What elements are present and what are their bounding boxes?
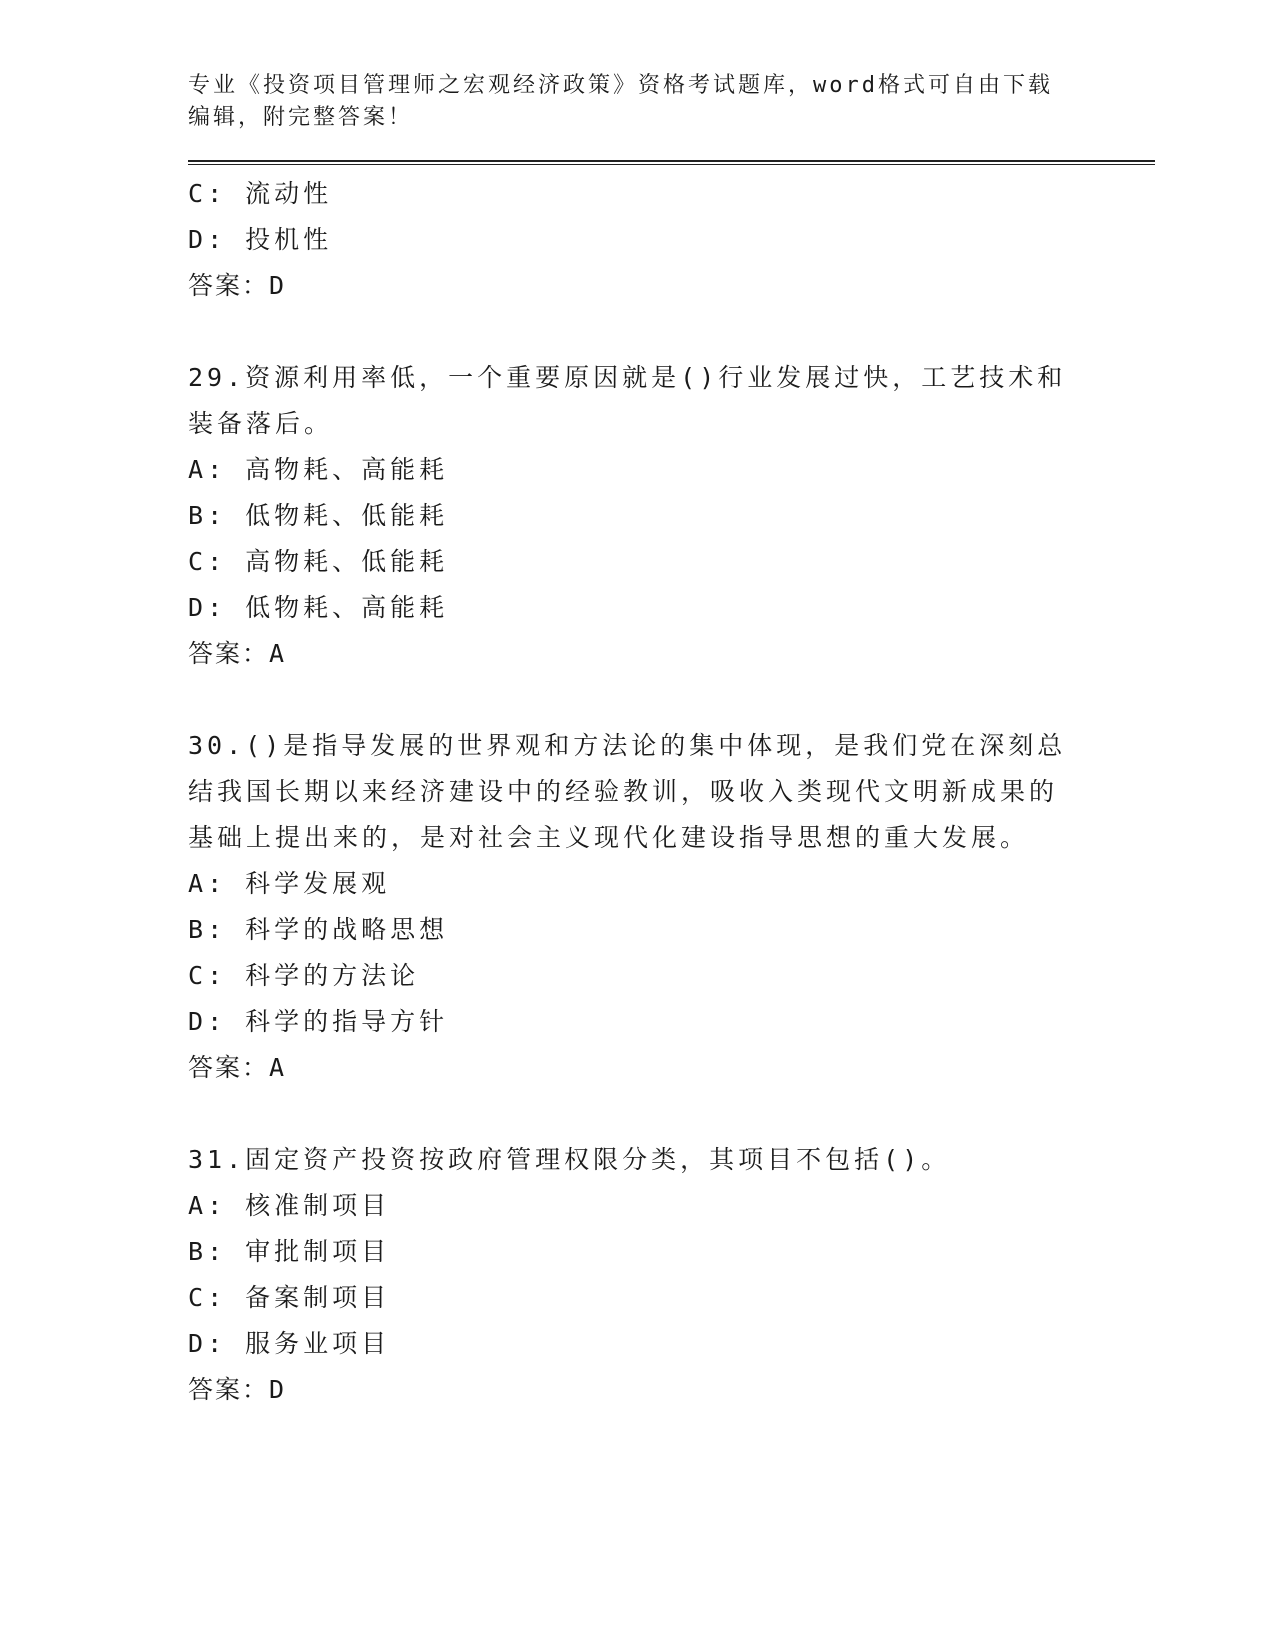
option-text: 低物耗、高能耗 xyxy=(245,593,449,622)
option-line: A: 核准制项目 xyxy=(188,1191,391,1220)
answer-label: 答案： xyxy=(188,271,270,300)
question-block xyxy=(188,723,1148,1091)
option-text: 高物耗、低能耗 xyxy=(245,547,449,576)
answer-line xyxy=(188,1045,1148,1091)
question-block xyxy=(188,1137,1148,1413)
option-line: C: 备案制项目 xyxy=(188,1283,391,1312)
option-letter: D xyxy=(188,1329,208,1358)
option-line: A: 科学发展观 xyxy=(188,869,391,898)
question-stem: 29.资源利用率低，一个重要原因就是()行业发展过快，工艺技术和装备落后。 xyxy=(188,363,1067,438)
question-list xyxy=(188,171,1148,1413)
option-letter: C xyxy=(188,961,208,990)
answer-line xyxy=(188,631,1148,677)
question-block xyxy=(188,355,1148,677)
answer-value: D xyxy=(269,271,289,300)
option-text: 投机性 xyxy=(245,225,333,254)
option-letter: C xyxy=(188,179,208,208)
option-text: 高物耗、高能耗 xyxy=(245,455,449,484)
option-letter: C xyxy=(188,1283,208,1312)
option-letter: D xyxy=(188,225,208,254)
option-text: 审批制项目 xyxy=(245,1237,391,1266)
answer-line xyxy=(188,1367,1148,1413)
option-letter: D xyxy=(188,593,208,622)
answer-value: A xyxy=(269,639,289,668)
option-text: 流动性 xyxy=(245,179,333,208)
option-letter: D xyxy=(188,1007,208,1036)
answer-label: 答案： xyxy=(188,1375,270,1404)
option-line: C: 流动性 xyxy=(188,179,333,208)
option-letter: A xyxy=(188,869,208,898)
option-line: C: 科学的方法论 xyxy=(188,961,420,990)
option-line: D: 低物耗、高能耗 xyxy=(188,593,449,622)
option-line: B: 科学的战略思想 xyxy=(188,915,449,944)
option-line: B: 审批制项目 xyxy=(188,1237,391,1266)
option-text: 备案制项目 xyxy=(245,1283,391,1312)
document-header: 专业《投资项目管理师之宏观经济政策》资格考试题库，word格式可自由下载编辑，附完整答案！ xyxy=(188,73,1053,130)
question-stem: 31.固定资产投资按政府管理权限分类，其项目不包括()。 xyxy=(188,1145,951,1174)
answer-value: D xyxy=(269,1375,289,1404)
option-line: D: 服务业项目 xyxy=(188,1329,391,1358)
option-line: A: 高物耗、高能耗 xyxy=(188,455,449,484)
option-letter: C xyxy=(188,547,208,576)
option-letter: B xyxy=(188,915,208,944)
option-line: C: 高物耗、低能耗 xyxy=(188,547,449,576)
option-text: 科学的方法论 xyxy=(245,961,420,990)
document-page xyxy=(188,70,1148,1413)
option-text: 科学的指导方针 xyxy=(245,1007,449,1036)
option-text: 科学的战略思想 xyxy=(245,915,449,944)
answer-label: 答案： xyxy=(188,639,270,668)
question-fragment xyxy=(188,171,1148,309)
option-line: D: 科学的指导方针 xyxy=(188,1007,449,1036)
header-divider xyxy=(188,160,1155,165)
option-text: 低物耗、低能耗 xyxy=(245,501,449,530)
answer-value: A xyxy=(269,1053,289,1082)
option-letter: A xyxy=(188,1191,208,1220)
option-letter: B xyxy=(188,501,208,530)
answer-line xyxy=(188,263,1148,309)
option-letter: A xyxy=(188,455,208,484)
option-letter: B xyxy=(188,1237,208,1266)
answer-label: 答案： xyxy=(188,1053,270,1082)
question-stem: 30.()是指导发展的世界观和方法论的集中体现，是我们党在深刻总结我国长期以来经济建设中的经验教训，吸收入类现代文明新成果的基础上提出来的，是对社会主义现代化建设指导思想的重大发展。 xyxy=(188,731,1067,852)
option-line: D: 投机性 xyxy=(188,225,333,254)
option-text: 核准制项目 xyxy=(245,1191,391,1220)
option-text: 科学发展观 xyxy=(245,869,391,898)
option-line: B: 低物耗、低能耗 xyxy=(188,501,449,530)
option-text: 服务业项目 xyxy=(245,1329,391,1358)
